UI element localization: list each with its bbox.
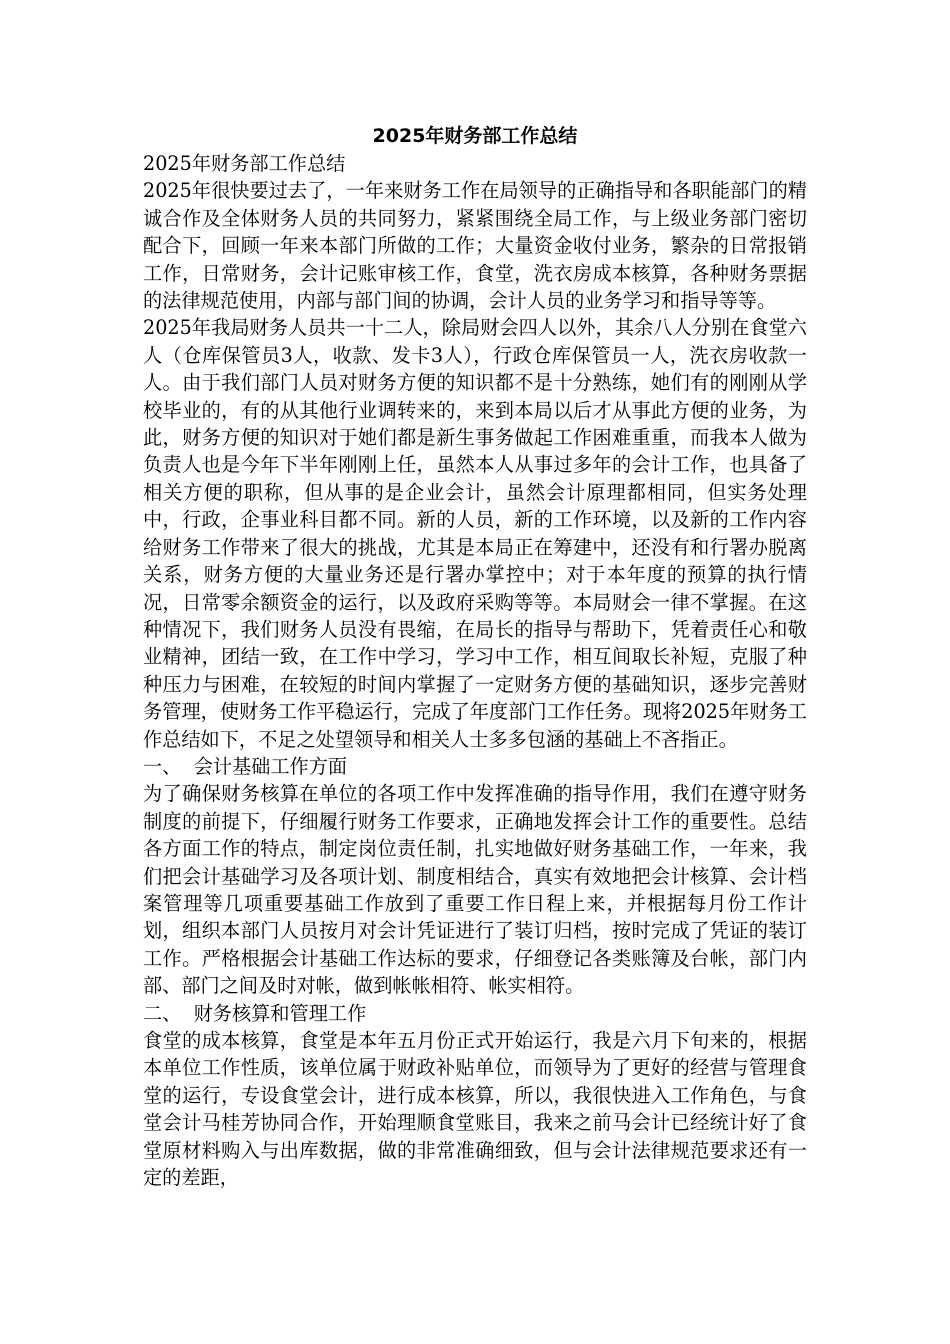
paragraph-canteen-costing: 食堂的成本核算，食堂是本年五月份正式开始运行，我是六月下旬来的，根据本单位工作性质，该单位属于财政补贴单位，而领导为了更好的经营与管理食堂的运行，专设食堂会计，进行成本核算，所以，我很快进入工作角色，与食堂会计马桂芳协同合作，开始理顺食堂账目，我来之前马会计已经统计好了食堂原材料购入与出库数据，做的非常准确细致，但与会计法律规范要求还有一定的差距， [143,1029,807,1190]
document-subtitle: 2025年财务部工作总结 [143,152,346,175]
document-title: 2025年财务部工作总结 [372,125,578,147]
paragraph-intro: 2025年很快要过去了，一年来财务工作在局领导的正确指导和各职能部门的精诚合作及全体财务人员的共同努力，紧紧围绕全局工作，与上级业务部门密切配合下，回顾一年来本部门所做的工作；大量资金收付业务，繁杂的日常报销工作，日常财务，会计记账审核工作，食堂，洗衣房成本核算，各种财务票据的法律规范使用，内部与部门间的协调，会计人员的业务学习和指导等等。 [143,179,807,313]
section-heading-accounting-basics: 一、 会计基础工作方面 [143,754,348,778]
paragraph-accounting-basics: 为了确保财务核算在单位的各项工作中发挥准确的指导作用，我们在遵守财务制度的前提下，仔细履行财务工作要求，正确地发挥会计工作的重要性。总结各方面工作的特点，制定岗位责任制，扎实地做好财务基础工作，一年来，我们把会计基础学习及各项计划、制度相结合，真实有效地把会计核算、会计档案管理等几项重要基础工作放到了重要工作日程上来，并根据每月份工作计划，组织本部门人员按月对会计凭证进行了装订归档，按时完成了凭证的装订工作。严格根据会计基础工作达标的要求，仔细登记各类账簿及台帐，部门内部、部门之间及时对帐，做到帐帐相符、帐实相符。 [143,782,807,998]
paragraph-staff: 2025年我局财务人员共一十二人，除局财会四人以外，其余八人分别在食堂六人（仓库保管员3人，收款、发卡3人），行政仓库保管员一人，洗衣房收款一人。由于我们部门人员对财务方便的知识都不是十分熟练，她们有的刚刚从学校毕业的，有的从其他行业调转来的，来到本局以后才从事此方便的业务，为此，财务方便的知识对于她们都是新生事务做起工作困难重重，而我本人做为负责人也是今年下半年刚刚上任，虽然本人从事过多年的会计工作，也具备了相关方便的职称，但从事的是企业会计，虽然会计原理都相同，但实务处理中，行政，企事业科目都不同。新的人员，新的工作环境，以及新的工作内容给财务工作带来了很大的挑战，尤其是本局正在筹建中，还没有和行署办脱离关系，财务方便的大量业务还是行署办掌控中；对于本年度的预算的执行情况，日常零余额资金的运行，以及政府采购等等。本局财会一律不掌握。在这种情况下，我们财务人员没有畏缩，在局长的指导与帮助下，凭着责任心和敬业精神，团结一致，在工作中学习，学习中工作，相互间取长补短，克服了种种压力与困难，在较短的时间内掌握了一定财务方便的基础知识，逐步完善财务管理，使财务工作平稳运行，完成了年度部门工作任务。现将2025年财务工作总结如下，不足之处望领导和相关人士多多包涵的基础上不吝指正。 [143,316,807,751]
document-body [143,122,807,1191]
section-heading-financial-accounting: 二、 财务核算和管理工作 [143,1001,367,1025]
